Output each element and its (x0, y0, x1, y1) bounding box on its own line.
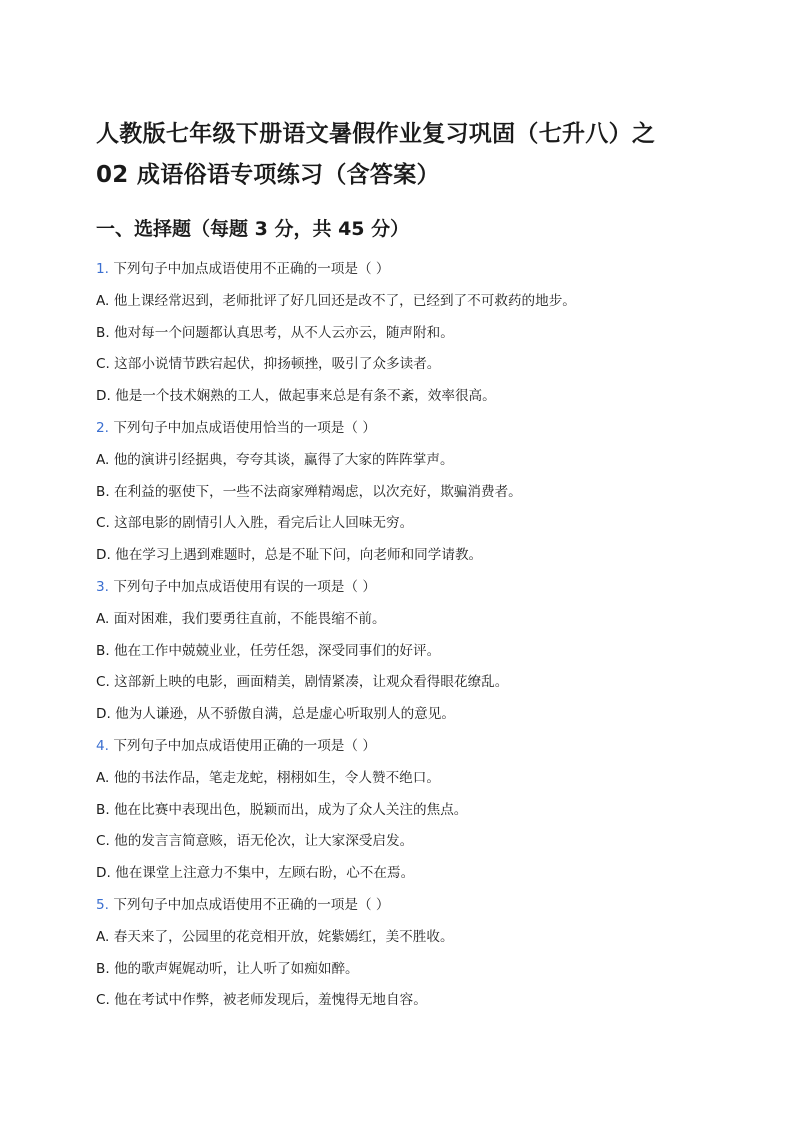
option-c: C. 他在考试中作弊，被老师发现后，羞愧得无地自容。 (96, 992, 427, 1009)
option-a: A. 他上课经常迟到，老师批评了好几回还是改不了，已经到了不可救药的地步。 (96, 292, 576, 309)
option-a: A. 他的书法作品，笔走龙蛇，栩栩如生，令人赞不绝口。 (96, 769, 440, 786)
option-c: C. 他的发言言简意赅，语无伦次，让大家深受启发。 (96, 833, 414, 850)
option-d: D. 他为人谦逊，从不骄傲自满，总是虚心听取别人的意见。 (96, 706, 455, 723)
option-d: D. 他是一个技术娴熟的工人，做起事来总是有条不紊，效率很高。 (96, 388, 496, 405)
option-b: B. 在利益的驱使下，一些不法商家殚精竭虑，以次充好，欺骗消费者。 (96, 483, 522, 500)
question-number: 4. (96, 737, 109, 754)
question-4 (96, 731, 716, 890)
question-text: 下列句子中加点成语使用恰当的一项是（ ） (113, 419, 376, 436)
question-stem (96, 413, 716, 445)
document-title-line-2: 02 成语俗语专项练习（含答案） (96, 162, 440, 188)
question-1 (96, 254, 716, 413)
question-number: 5. (96, 896, 109, 913)
question-3 (96, 572, 716, 731)
section-heading: 一、选择题（每题 3 分，共 45 分） (96, 218, 410, 240)
question-number: 1. (96, 261, 109, 277)
question-list (96, 254, 716, 1017)
option-d: D. 他在课堂上注意力不集中，左顾右盼，心不在焉。 (96, 865, 415, 882)
question-text: 下列句子中加点成语使用不正确的一项是（ ） (113, 896, 390, 913)
question-text: 下列句子中加点成语使用正确的一项是（ ） (113, 737, 376, 754)
question-2 (96, 413, 716, 572)
option-a: A. 他的演讲引经据典，夸夸其谈，赢得了大家的阵阵掌声。 (96, 451, 454, 468)
option-a: A. 面对困难，我们要勇往直前，不能畏缩不前。 (96, 610, 386, 627)
document-title (96, 114, 706, 196)
question-stem (96, 731, 716, 763)
option-c: C. 这部新上映的电影，画面精美，剧情紧凑，让观众看得眼花缭乱。 (96, 674, 509, 691)
document-title-line-1: 人教版七年级下册语文暑假作业复习巩固（七升八）之 (96, 121, 656, 147)
question-5 (96, 890, 716, 1017)
option-c: C. 这部小说情节跌宕起伏，抑扬顿挫，吸引了众多读者。 (96, 356, 441, 373)
option-c: C. 这部电影的剧情引人入胜，看完后让人回味无穷。 (96, 515, 414, 532)
option-a: A. 春天来了，公园里的花竞相开放，姹紫嫣红，美不胜收。 (96, 928, 454, 945)
question-text: 下列句子中加点成语使用有误的一项是（ ） (113, 578, 376, 595)
question-stem (96, 890, 716, 922)
question-number: 3. (96, 578, 109, 595)
question-stem (96, 254, 716, 286)
question-text: 下列句子中加点成语使用不正确的一项是（ ） (113, 261, 390, 277)
option-d: D. 他在学习上遇到难题时，总是不耻下问，向老师和同学请教。 (96, 547, 483, 564)
option-b: B. 他在工作中兢兢业业，任劳任怨，深受同事们的好评。 (96, 642, 441, 659)
option-b: B. 他的歌声娓娓动听，让人听了如痴如醉。 (96, 960, 359, 977)
option-b: B. 他在比赛中表现出色，脱颖而出，成为了众人关注的焦点。 (96, 801, 468, 818)
question-number: 2. (96, 419, 109, 436)
option-b: B. 他对每一个问题都认真思考，从不人云亦云，随声附和。 (96, 324, 454, 341)
question-stem (96, 572, 716, 604)
